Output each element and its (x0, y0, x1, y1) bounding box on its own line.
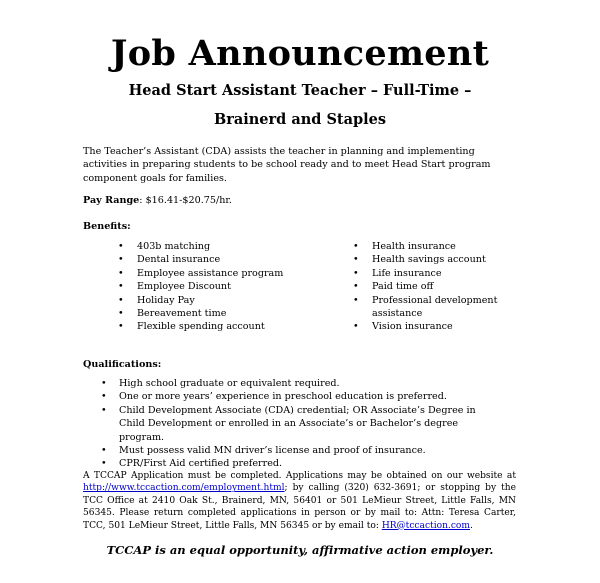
employment-link[interactable]: http://www.tccaction.com/employment.html (83, 483, 285, 494)
benefits-list-right (353, 240, 503, 334)
benefits-list-left (118, 240, 318, 334)
contact-text: A TCCAP Application must be completed. Applications may be obtained on our website at (83, 471, 516, 481)
benefit-item: • Employee Discount (118, 280, 318, 293)
qualification-item: • High school graduate or equivalent required. (101, 377, 501, 390)
benefit-item: • Holiday Pay (118, 294, 318, 307)
page-title: Job Announcement (110, 33, 490, 74)
benefit-item: • Vision insurance (353, 320, 503, 333)
benefit-item: • Health insurance (353, 240, 503, 253)
pay-range-value: : $16.41-$20.75/hr. (139, 195, 232, 206)
benefit-item: • 403b matching (118, 240, 318, 253)
job-subtitle: Head Start Assistant Teacher – Full-Time – (128, 82, 472, 99)
benefit-item: • Dental insurance (118, 253, 318, 266)
benefit-item: • Paid time off (353, 280, 503, 293)
qualifications-heading: Qualifications: (83, 359, 162, 370)
benefit-item: • Health savings account (353, 253, 503, 266)
benefit-item: • Professional development assistance (353, 294, 503, 321)
benefit-item: • Flexible spending account (118, 320, 318, 333)
pay-range (83, 195, 232, 206)
job-location: Brainerd and Staples (213, 111, 387, 128)
qualifications-list (101, 377, 501, 471)
pay-range-label: Pay Range (83, 195, 140, 206)
benefit-item: • Life insurance (353, 267, 503, 280)
eeo-statement: TCCAP is an equal opportunity, affirmative action employer. (106, 543, 494, 557)
qualification-item: • Must possess valid MN driver’s license and proof of insurance. (101, 444, 501, 457)
intro-paragraph: The Teacher’s Assistant (CDA) assists the teacher in planning and implementing activities in preparing students to be school ready and to meet Head Start program component goals for families. (83, 146, 491, 184)
benefits-heading: Benefits: (83, 221, 131, 232)
benefit-item: • Bereavement time (118, 307, 318, 320)
qualification-item: • CPR/First Aid certified preferred. (101, 457, 501, 470)
application-instructions (83, 470, 516, 532)
contact-text: ; by calling (320) 632-3691; or stopping by the TCC Office at 2410 Oak St., Brainerd, MN, 56401 or 501 LeMieur Street, Little Falls, MN 56345. Please return completed applications in person or by mail to: Attn: Teresa Carter, TCC, 501 LeMieur Street, Little Falls, MN 56345 or by email to: (83, 483, 516, 531)
qualification-item: • Child Development Associate (CDA) credential; OR Associate’s Degree in Child Development or enrolled in an Associate’s or Bachelor’s degree program. (101, 404, 501, 444)
email-link[interactable]: HR@tccaction.com (381, 520, 471, 531)
qualification-item: • One or more years’ experience in preschool education is preferred. (101, 390, 501, 403)
contact-text: . (470, 520, 473, 531)
benefit-item: • Employee assistance program (118, 267, 318, 280)
